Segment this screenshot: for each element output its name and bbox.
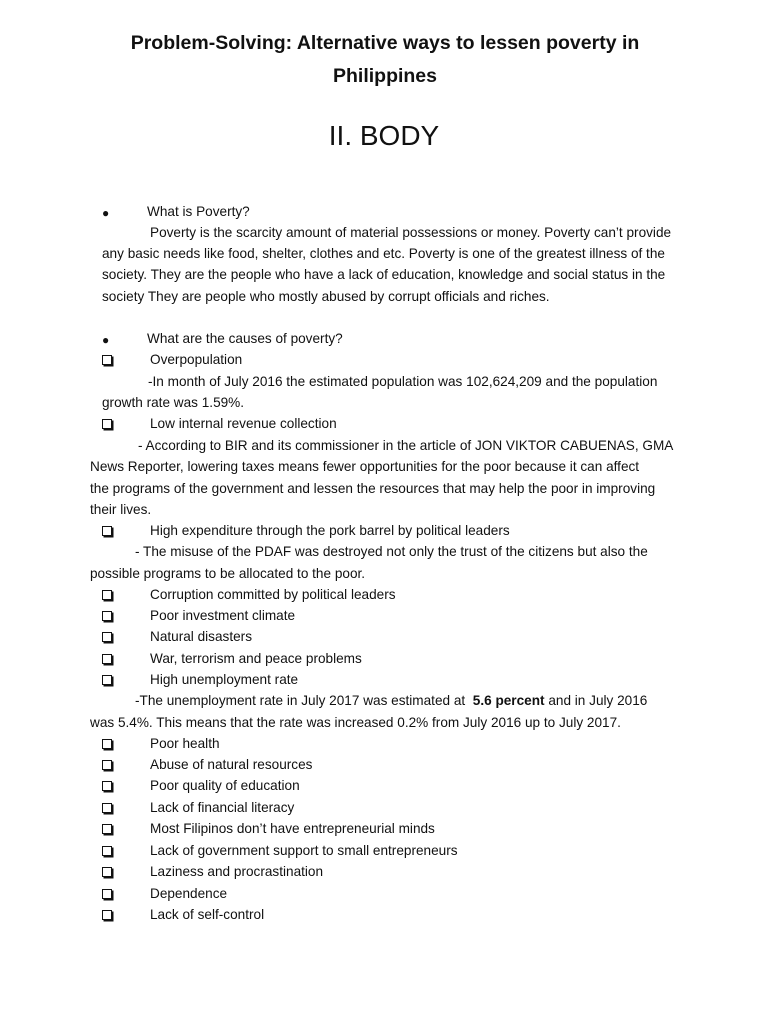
question-what-is-poverty: What is Poverty? xyxy=(147,204,250,219)
cause-item: Poor quality of education xyxy=(150,778,300,793)
cause-item: High expenditure through the pork barrel by political leaders xyxy=(150,523,510,538)
cause-item: Overpopulation xyxy=(150,352,243,367)
cause-detail-line: possible programs to be allocated to the poor. xyxy=(90,566,366,581)
cause-detail-line: their lives. xyxy=(90,502,152,517)
paragraph-line: society. They are the people who have a lack of education, knowledge and social status in the xyxy=(102,267,666,282)
checkbox-bullet-icon xyxy=(102,526,112,536)
checkbox-bullet-icon xyxy=(102,846,112,856)
cause-item: Most Filipinos don’t have entrepreneurial minds xyxy=(150,821,435,836)
checkbox-bullet-icon xyxy=(102,675,112,685)
question-causes: What are the causes of poverty? xyxy=(147,331,343,346)
bullet-icon: ● xyxy=(102,333,110,347)
unemployment-rate-bold: 5.6 percent xyxy=(472,693,545,708)
cause-detail-line: - The misuse of the PDAF was destroyed not only the trust of the citizens but also the xyxy=(135,544,648,559)
checkbox-bullet-icon xyxy=(102,419,112,429)
cause-item: Poor investment climate xyxy=(150,608,296,623)
cause-detail-line: growth rate was 1.59%. xyxy=(102,395,245,410)
title-line-2: Philippines xyxy=(332,65,437,87)
checkbox-bullet-icon xyxy=(102,867,112,877)
checkbox-bullet-icon xyxy=(102,803,112,813)
cause-item: Laziness and procrastination xyxy=(150,864,324,879)
paragraph-line: Poverty is the scarcity amount of material possessions or money. Poverty can’t provide xyxy=(150,225,672,240)
cause-item: Abuse of natural resources xyxy=(150,757,313,772)
cause-detail-line: the programs of the government and lessen the resources that may help the poor in improving xyxy=(90,481,656,496)
checkbox-bullet-icon xyxy=(102,590,112,600)
unemployment-detail-line-2: was 5.4%. This means that the rate was increased 0.2% from July 2016 up to July 2017. xyxy=(90,715,621,730)
cause-item: Lack of government support to small entrepreneurs xyxy=(150,843,458,858)
cause-item: Dependence xyxy=(150,886,228,901)
cause-item: Lack of self-control xyxy=(150,907,265,922)
cause-detail-line: -In month of July 2016 the estimated population was 102,624,209 and the population xyxy=(148,374,658,389)
cause-item: Natural disasters xyxy=(150,629,252,644)
unemployment-detail-line xyxy=(135,690,647,711)
bullet-icon: ● xyxy=(102,206,110,220)
checkbox-bullet-icon xyxy=(102,654,112,664)
paragraph-line: any basic needs like food, shelter, clothes and etc. Poverty is one of the greatest illness of the xyxy=(102,246,665,261)
checkbox-bullet-icon xyxy=(102,739,112,749)
title-line-1: Problem-Solving: Alternative ways to lessen poverty in xyxy=(130,32,640,54)
cause-item: Lack of financial literacy xyxy=(150,800,295,815)
cause-item: Corruption committed by political leaders xyxy=(150,587,396,602)
document-title xyxy=(90,27,680,93)
cause-item: Poor health xyxy=(150,736,220,751)
checkbox-bullet-icon xyxy=(102,760,112,770)
checkbox-bullet-icon xyxy=(102,824,112,834)
paragraph-line: society They are people who mostly abused by corrupt officials and riches. xyxy=(102,289,550,304)
unemployment-text-b: and in July 2016 xyxy=(548,693,648,708)
checkbox-bullet-icon xyxy=(102,889,112,899)
cause-detail-line: - According to BIR and its commissioner in the article of JON VIKTOR CABUENAS, GMA xyxy=(138,438,674,453)
cause-detail-line: News Reporter, lowering taxes means fewer opportunities for the poor because it can affect xyxy=(90,459,640,474)
checkbox-bullet-icon xyxy=(102,355,112,365)
section-heading: II. BODY xyxy=(328,120,440,151)
checkbox-bullet-icon xyxy=(102,910,112,920)
cause-item: War, terrorism and peace problems xyxy=(150,651,362,666)
checkbox-bullet-icon xyxy=(102,632,112,642)
checkbox-bullet-icon xyxy=(102,611,112,621)
cause-item: Low internal revenue collection xyxy=(150,416,337,431)
cause-item: High unemployment rate xyxy=(150,672,299,687)
checkbox-bullet-icon xyxy=(102,781,112,791)
unemployment-text-a: -The unemployment rate in July 2017 was estimated at xyxy=(135,693,466,708)
